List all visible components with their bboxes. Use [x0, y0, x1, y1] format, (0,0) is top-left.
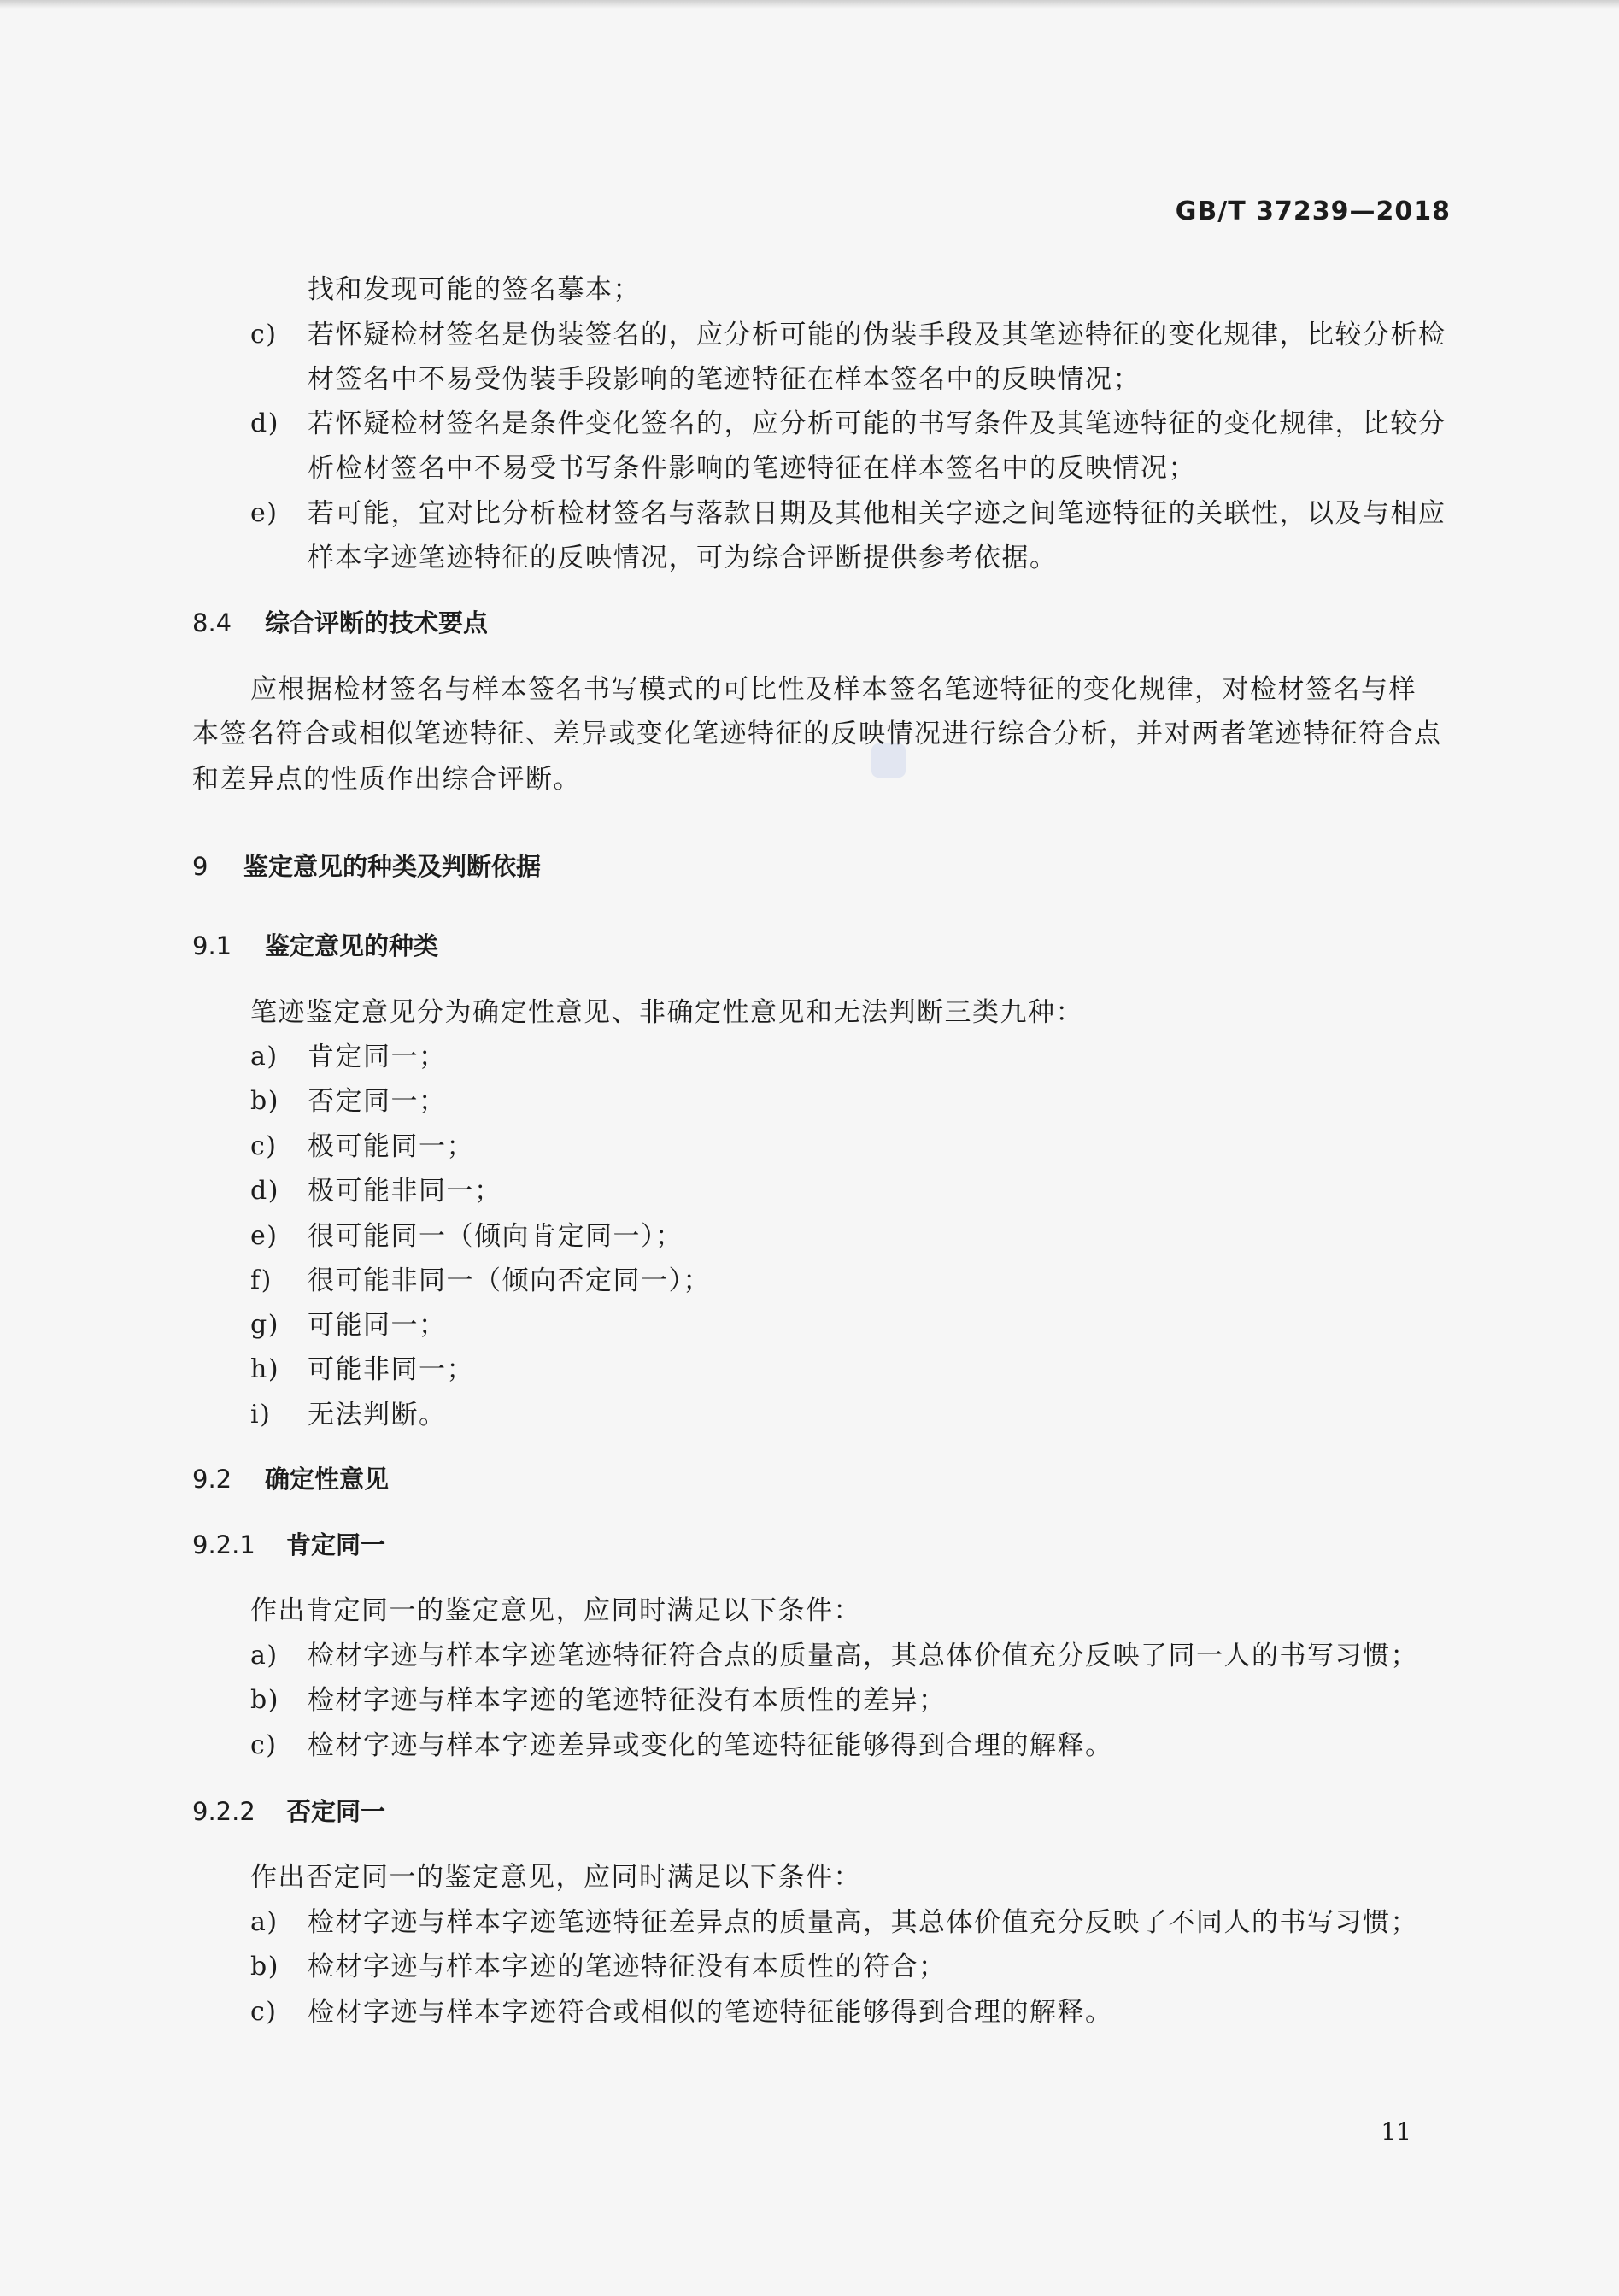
section-heading: 8.4 综合评断的技术要点	[192, 608, 489, 637]
list-marker: e)	[250, 498, 279, 528]
section-heading: 9.1 鉴定意见的种类	[192, 931, 439, 960]
list-marker: c)	[250, 320, 278, 349]
standard-number: GB/T 37239—2018	[1175, 197, 1451, 226]
list-marker: d)	[250, 408, 279, 438]
section-heading: 9.2 确定性意见	[192, 1465, 390, 1494]
watermark-mark	[871, 743, 906, 778]
chapter-heading: 9 鉴定意见的种类及判断依据	[192, 852, 542, 881]
subsection-heading: 9.2.2 否定同一	[192, 1797, 386, 1826]
page-number: 11	[1381, 2117, 1411, 2146]
document-page: GB/T 37239—2018 找和发现可能的签名摹本； c) 若怀疑检材签名是伪装签名的，应分析可能的伪装手段及其笔迹特征的变化规律，比较分析检 材签名中不易受伪装手段影响的笔迹特征在样本签名中的反映情况； d) 若怀疑检材签名是条件变化签名的，应分析可能的书写条件及其笔迹特征的变化规律，比较分 析检材签名中不易受书写条件影响的笔迹特征在样本签名中的反映情况； e) 若可能，宜对比分析检材签名与落款日期及其他相关字迹之间笔迹特征的关联性，以及与相应 样本字迹笔迹特征的反映情况，可为综合评断提供参考依据。 8.4 综合评断的技术要点 应根据检材签名与样本签名书写模式的可比性及样本签名笔迹特征的变化规律，对检材签名与样 本签名符合或相似笔迹特征、差异或变化笔迹特征的反映情况进行综合分析，并对两者笔迹特征符合点 和差异点的性质作出综合评断。 9 鉴定意见的种类及判断依据 9.1 鉴定意见的种类 笔迹鉴定意见分为确定性意见、非确定性意见和无法判断三类九种： a) 肯定同一； b) 否定同一； c) 极可能同一； d) 极可能非同一； e) 很可能同一（倾向肯定同一）； f) 很可能非同一（倾向否定同一）； g) 可能同一； h) 可能非同一； i) 无法判断。 9.2 确定性意见 9.2.1 肯定同一 作出肯定同一的鉴定意见，应同时满足以下条件： a) 检材字迹与样本字迹笔迹特征符合点的质量高，其总体价值充分反映了同一人的书写习惯； b) 检材字迹与样本字迹的笔迹特征没有本质性的差异； c) 检材字迹与样本字迹差异或变化的笔迹特征能够得到合理的解释。 9.2.2 否定同一 作出否定同一的鉴定意见，应同时满足以下条件： a) 检材字迹与样本字迹笔迹特征差异点的质量高，其总体价值充分反映了不同人的书写习惯； b) 检材字迹与样本字迹的笔迹特征没有本质性的符合； c) 检材字迹与样本字迹符合或相似的笔迹特征能够得到合理的解释。 11	[192, 197, 1451, 2146]
subsection-heading: 9.2.1 肯定同一	[192, 1530, 386, 1559]
